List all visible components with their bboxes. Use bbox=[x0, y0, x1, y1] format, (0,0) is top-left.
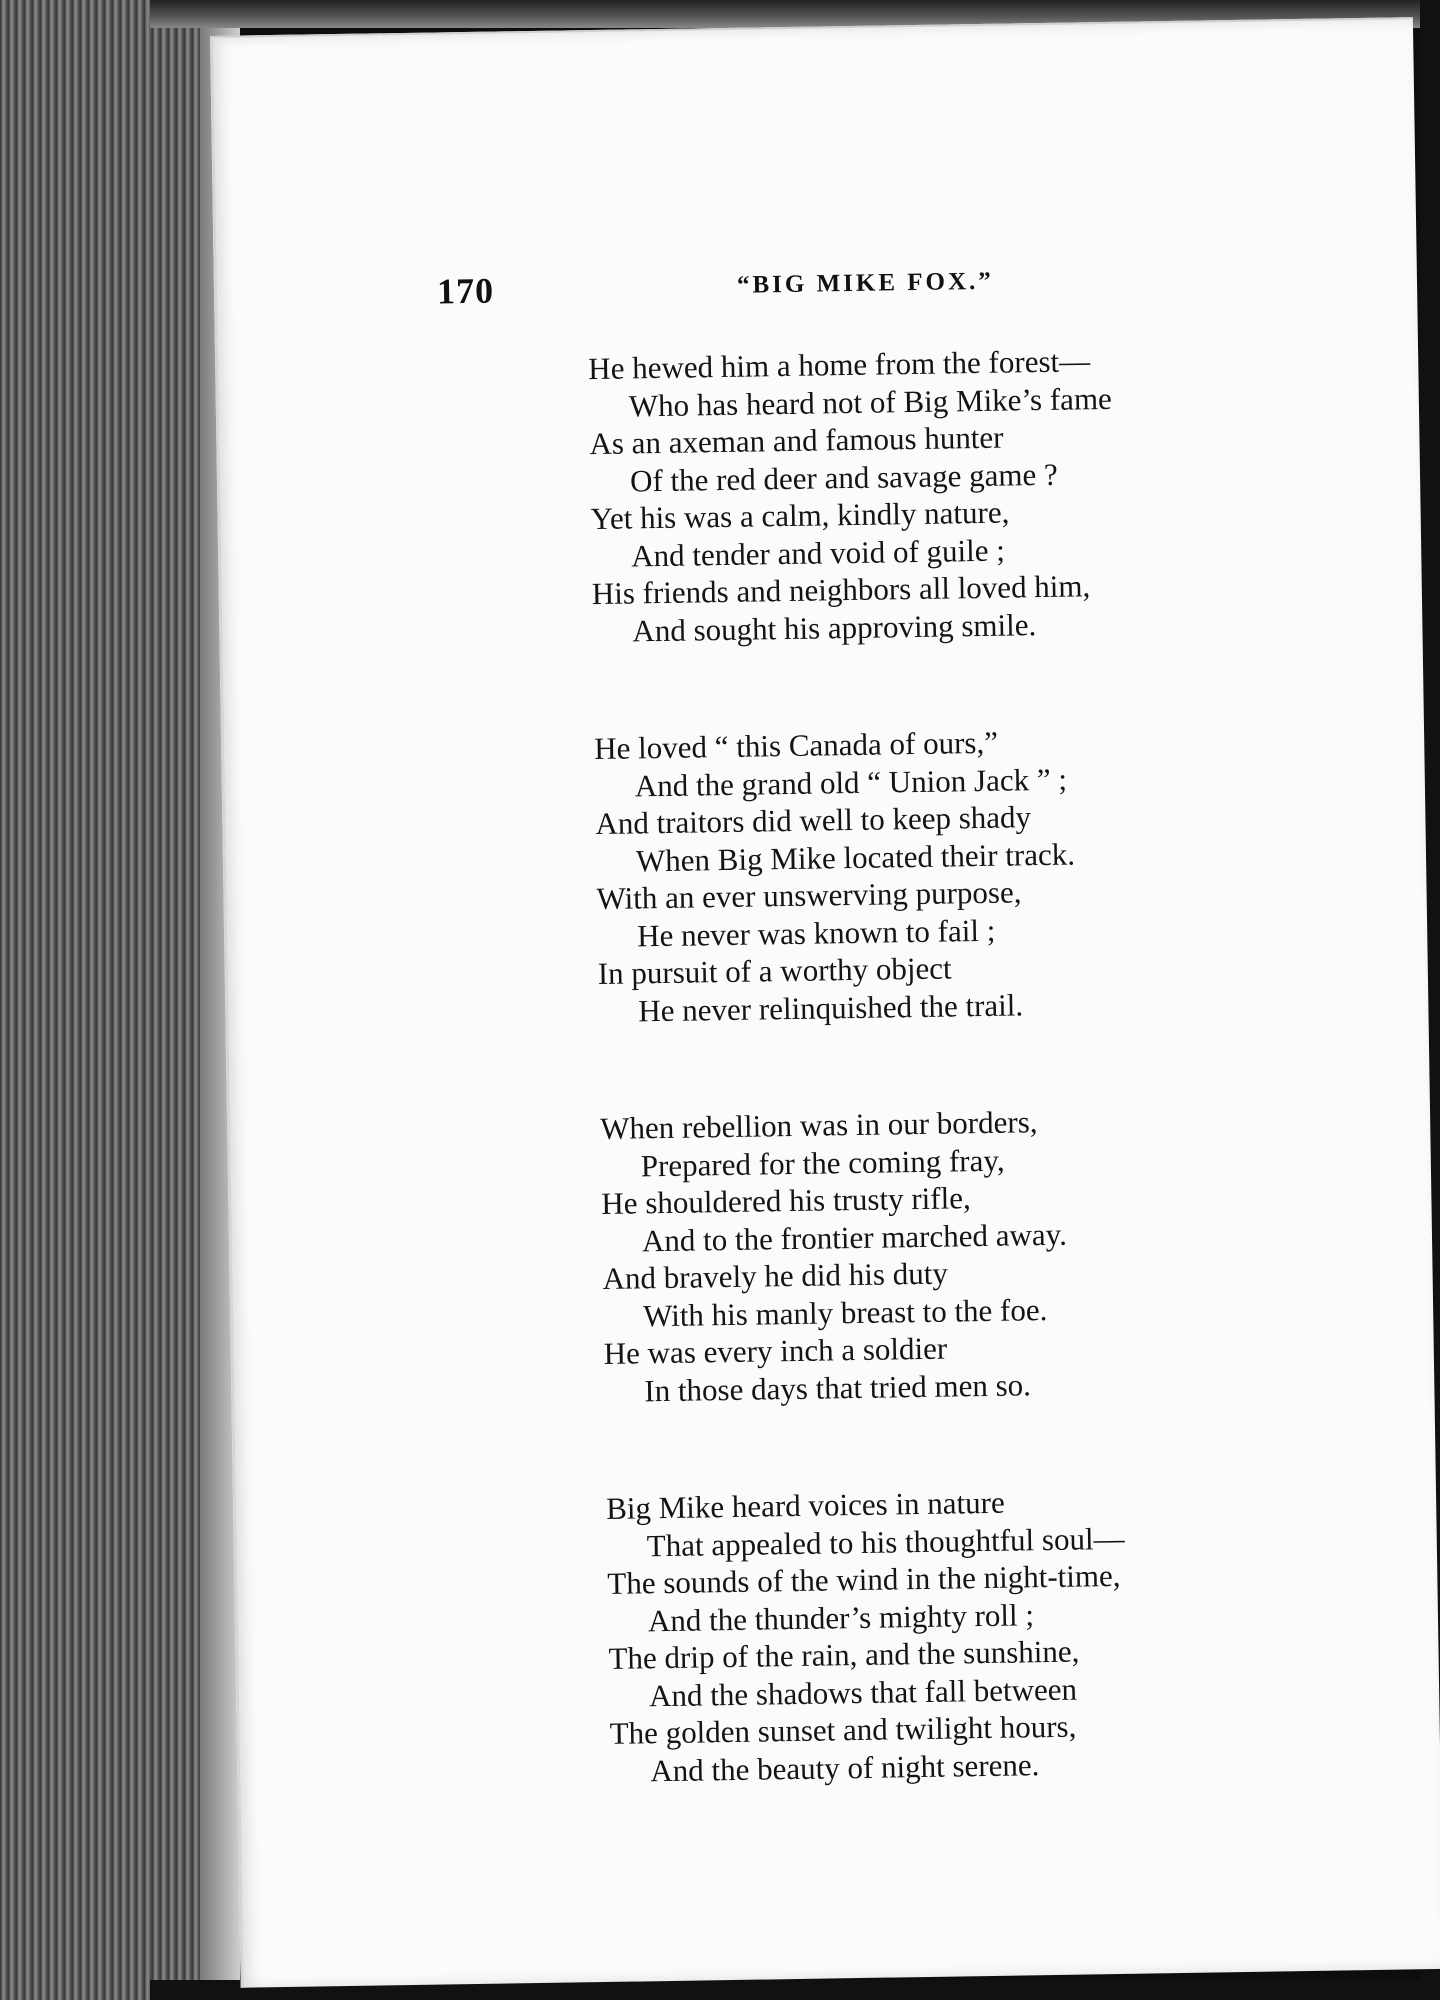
poem-line: The sounds of the wind in the night-time, bbox=[607, 1557, 1121, 1601]
poem-line: With his manly breast to the foe. bbox=[642, 1291, 1048, 1333]
poem-line: And the grand old “ Union Jack ” ; bbox=[634, 761, 1068, 803]
poem-line: He shouldered his trusty rifle, bbox=[601, 1180, 971, 1221]
poem-line: In pursuit of a worthy object bbox=[597, 950, 952, 992]
poem-line: He loved “ this Canada of ours,” bbox=[593, 724, 999, 767]
poem-line: And tender and void of guile ; bbox=[630, 532, 1006, 573]
poem-line: And the thunder’s mighty roll ; bbox=[647, 1596, 1035, 1638]
running-title: “BIG MIKE FOX.” bbox=[736, 267, 994, 299]
poem-line: The golden sunset and twilight hours, bbox=[609, 1708, 1077, 1751]
poem-line: With an ever unswerving purpose, bbox=[596, 874, 1022, 917]
poem-line: And the beauty of night serene. bbox=[650, 1746, 1040, 1788]
poem-line: He never relinquished the trail. bbox=[638, 986, 1024, 1028]
poem-line: The drip of the rain, and the sunshine, bbox=[608, 1633, 1080, 1676]
poem-line: Who has heard not of Big Mike’s fame bbox=[628, 380, 1113, 423]
poem bbox=[588, 339, 1312, 1870]
poem-line: And to the frontier marched away. bbox=[641, 1216, 1068, 1258]
poem-line: He was every inch a soldier bbox=[603, 1330, 948, 1371]
poem-line: Prepared for the coming fray, bbox=[640, 1142, 1005, 1183]
poem-line: And sought his approving smile. bbox=[632, 606, 1037, 648]
poem-line: And traitors did well to keep shady bbox=[595, 799, 1032, 842]
poem-line: That appealed to his thoughtful soul— bbox=[646, 1520, 1125, 1563]
poem-line: Big Mike heard voices in nature bbox=[605, 1484, 1005, 1526]
poem-line: When Big Mike located their track. bbox=[635, 836, 1076, 878]
page-number: 170 bbox=[436, 270, 495, 312]
poem-line: Of the red deer and savage game ? bbox=[629, 456, 1059, 498]
poem-line: As an axeman and famous hunter bbox=[589, 419, 1004, 462]
stanza-1 bbox=[588, 339, 1293, 650]
stanza-3 bbox=[600, 1099, 1305, 1410]
stanza-4 bbox=[606, 1479, 1311, 1790]
stanza-2 bbox=[594, 719, 1299, 1030]
page-header bbox=[437, 259, 1198, 331]
poem-line: He never was known to fail ; bbox=[636, 912, 996, 953]
poem-line: And bravely he did his duty bbox=[602, 1255, 949, 1296]
book-page bbox=[210, 17, 1440, 1988]
poem-line: And the shadows that fall between bbox=[648, 1671, 1078, 1713]
poem-line: He hewed him a home from the forest— bbox=[587, 343, 1091, 387]
poem-line: His friends and neighbors all loved him, bbox=[591, 568, 1091, 612]
book-page-edges bbox=[0, 0, 240, 2000]
poem-line: Yet his was a calm, kindly nature, bbox=[590, 494, 1010, 537]
poem-line: When rebellion was in our borders, bbox=[599, 1104, 1038, 1147]
poem-line: In those days that tried men so. bbox=[644, 1366, 1032, 1408]
